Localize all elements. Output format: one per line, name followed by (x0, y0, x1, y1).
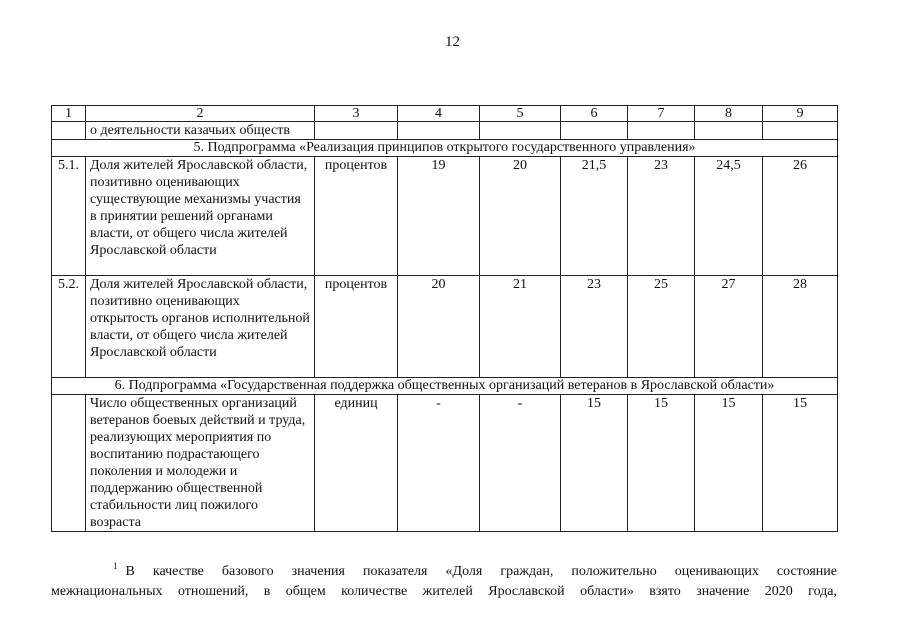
indicator-name: Доля жителей Ярославской области, позитивно оценивающих открытость органов исполнительной власти, от общего числа жителей Ярославской области (86, 276, 315, 378)
value-cell: 15 (561, 395, 628, 532)
value-cell: 21 (480, 276, 561, 378)
value-cell: 20 (480, 157, 561, 276)
header-cell: 6 (561, 106, 628, 122)
indicator-name: Доля жителей Ярославской области, позитивно оценивающих существующие механизмы участия в принятии решений органами власти, от общего числа жителей Ярославской области (86, 157, 315, 276)
value-cell: 19 (398, 157, 480, 276)
value-cell: 15 (695, 395, 763, 532)
unit: процентов (315, 276, 398, 378)
section-row (52, 378, 838, 395)
value-cell: 27 (695, 276, 763, 378)
value-cell: 24,5 (695, 157, 763, 276)
header-cell: 1 (52, 106, 86, 122)
footnote (51, 556, 837, 602)
table-row (52, 122, 838, 140)
table-row (52, 157, 838, 276)
unit: процентов (315, 157, 398, 276)
header-cell: 7 (628, 106, 695, 122)
footnote-line-1 (51, 556, 837, 582)
table-row (52, 395, 838, 532)
value-cell: 23 (628, 157, 695, 276)
value-cell: - (398, 395, 480, 532)
value-cell: 20 (398, 276, 480, 378)
value-cell: 21,5 (561, 157, 628, 276)
page-number: 12 (445, 34, 460, 50)
table-header-row (52, 106, 838, 122)
footnote-text-1: В качестве базового значения показателя «Доля граждан, положительно оценивающих состояние (125, 564, 837, 579)
header-cell: 4 (398, 106, 480, 122)
value-cell: 15 (763, 395, 838, 532)
continuation-text: о деятельности казачьих обществ (86, 122, 315, 140)
section-5-title: 5. Подпрограмма «Реализация принципов открытого государственного управления» (52, 140, 838, 157)
row-number: 5.2. (52, 276, 86, 378)
row-number: 5.1. (52, 157, 86, 276)
value-cell: 25 (628, 276, 695, 378)
indicators-table (51, 105, 838, 532)
value-cell: 23 (561, 276, 628, 378)
header-cell: 2 (86, 106, 315, 122)
header-cell: 9 (763, 106, 838, 122)
section-row (52, 140, 838, 157)
header-cell: 8 (695, 106, 763, 122)
footnote-mark: 1 (113, 561, 118, 571)
value-cell: 28 (763, 276, 838, 378)
indicator-name: Число общественных организаций ветеранов боевых действий и труда, реализующих мероприятия по воспитанию подрастающего поколения и молодежи и поддержанию общественной стабильности лиц пожилого возраста (86, 395, 315, 532)
row-number (52, 395, 86, 532)
unit: единиц (315, 395, 398, 532)
value-cell: 15 (628, 395, 695, 532)
footnote-line-2: межнациональных отношений, в общем количестве жителей Ярославской области» взято значение 2020 года, (51, 584, 837, 599)
value-cell: - (480, 395, 561, 532)
header-cell: 3 (315, 106, 398, 122)
header-cell: 5 (480, 106, 561, 122)
value-cell: 26 (763, 157, 838, 276)
table-row (52, 276, 838, 378)
section-6-title: 6. Подпрограмма «Государственная поддержка общественных организаций ветеранов в Ярославской области» (52, 378, 838, 395)
